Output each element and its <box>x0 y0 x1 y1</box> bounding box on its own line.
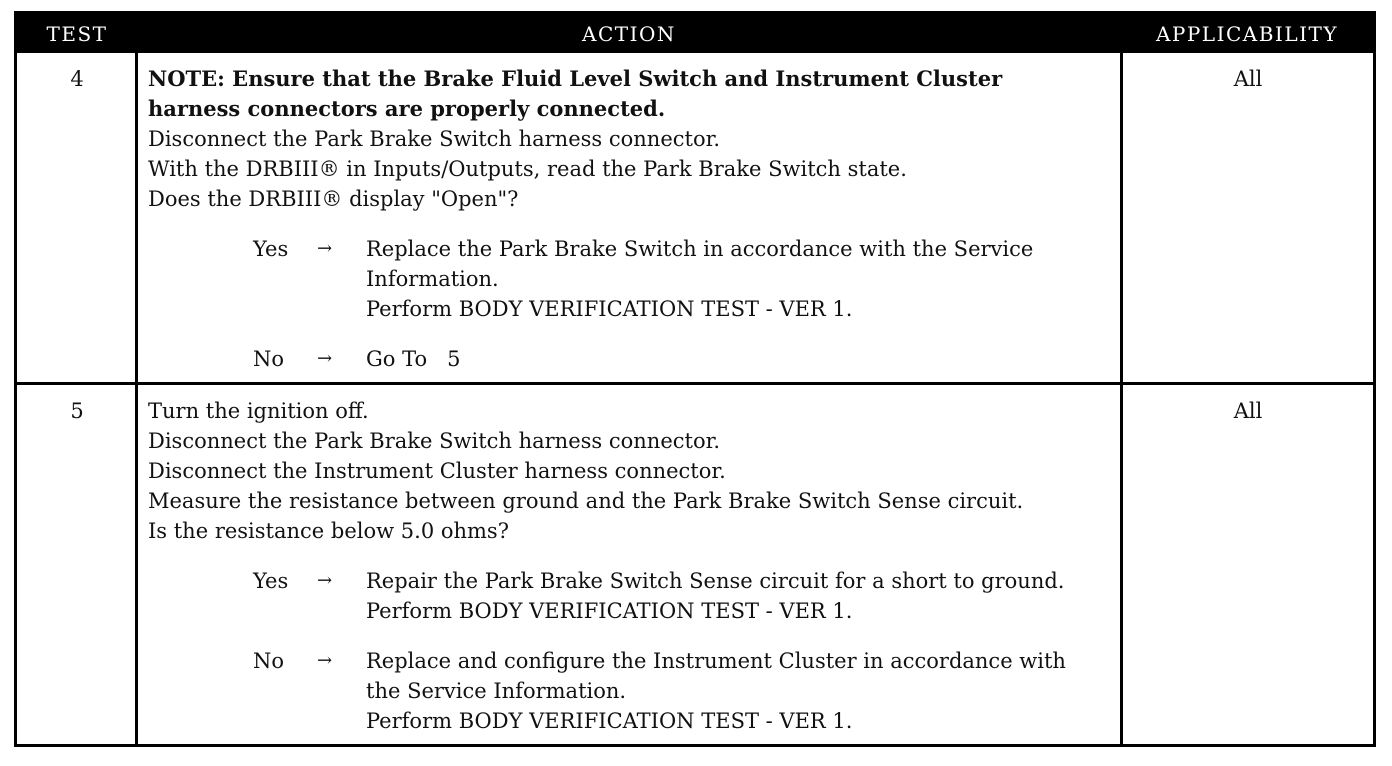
yes-label: Yes <box>253 569 289 593</box>
step-text: Disconnect the Instrument Cluster harness connector. <box>148 459 726 483</box>
header-action: ACTION <box>582 22 676 46</box>
header-test: TEST <box>46 22 108 46</box>
applicability-value: All <box>1233 67 1263 91</box>
table-header <box>17 14 1373 53</box>
no-label: No <box>253 649 285 673</box>
no-label: No <box>253 347 285 371</box>
note-text: NOTE: Ensure that the Brake Fluid Level Switch and Instrument Cluster <box>148 66 1003 91</box>
no-action-text: Perform BODY VERIFICATION TEST - VER 1. <box>366 709 853 733</box>
test-number: 5 <box>70 399 84 423</box>
yes-action-text: Perform BODY VERIFICATION TEST - VER 1. <box>366 599 853 623</box>
applicability-value: All <box>1233 399 1263 423</box>
step-text: Turn the ignition off. <box>148 399 369 423</box>
yes-action-text: Replace the Park Brake Switch in accordance with the Service <box>366 237 1034 261</box>
no-action-text: Go To 5 <box>366 347 461 371</box>
note-text: harness connectors are properly connected. <box>148 96 666 121</box>
header-applicability: APPLICABILITY <box>1155 22 1339 46</box>
step-text: Does the DRBIII® display "Open"? <box>148 187 519 211</box>
yes-action-text: Perform BODY VERIFICATION TEST - VER 1. <box>366 297 853 321</box>
step-text: Disconnect the Park Brake Switch harness connector. <box>148 429 720 453</box>
diagnostic-table <box>14 11 1376 747</box>
step-text: Is the resistance below 5.0 ohms? <box>148 519 509 543</box>
yes-action-text: Information. <box>366 267 499 291</box>
right-arrow-icon: → <box>317 650 333 671</box>
step-text: Disconnect the Park Brake Switch harness connector. <box>148 127 720 151</box>
yes-action-text: Repair the Park Brake Switch Sense circuit for a short to ground. <box>366 569 1065 593</box>
no-action-text: Replace and configure the Instrument Cluster in accordance with <box>366 649 1066 673</box>
no-action-text: the Service Information. <box>366 679 627 703</box>
step-text: With the DRBIII® in Inputs/Outputs, read the Park Brake Switch state. <box>148 157 907 181</box>
right-arrow-icon: → <box>317 348 333 369</box>
right-arrow-icon: → <box>317 238 333 259</box>
step-text: Measure the resistance between ground and the Park Brake Switch Sense circuit. <box>148 489 1024 513</box>
test-number: 4 <box>70 67 84 91</box>
yes-label: Yes <box>253 237 289 261</box>
row-divider <box>17 382 1373 385</box>
right-arrow-icon: → <box>317 570 333 591</box>
